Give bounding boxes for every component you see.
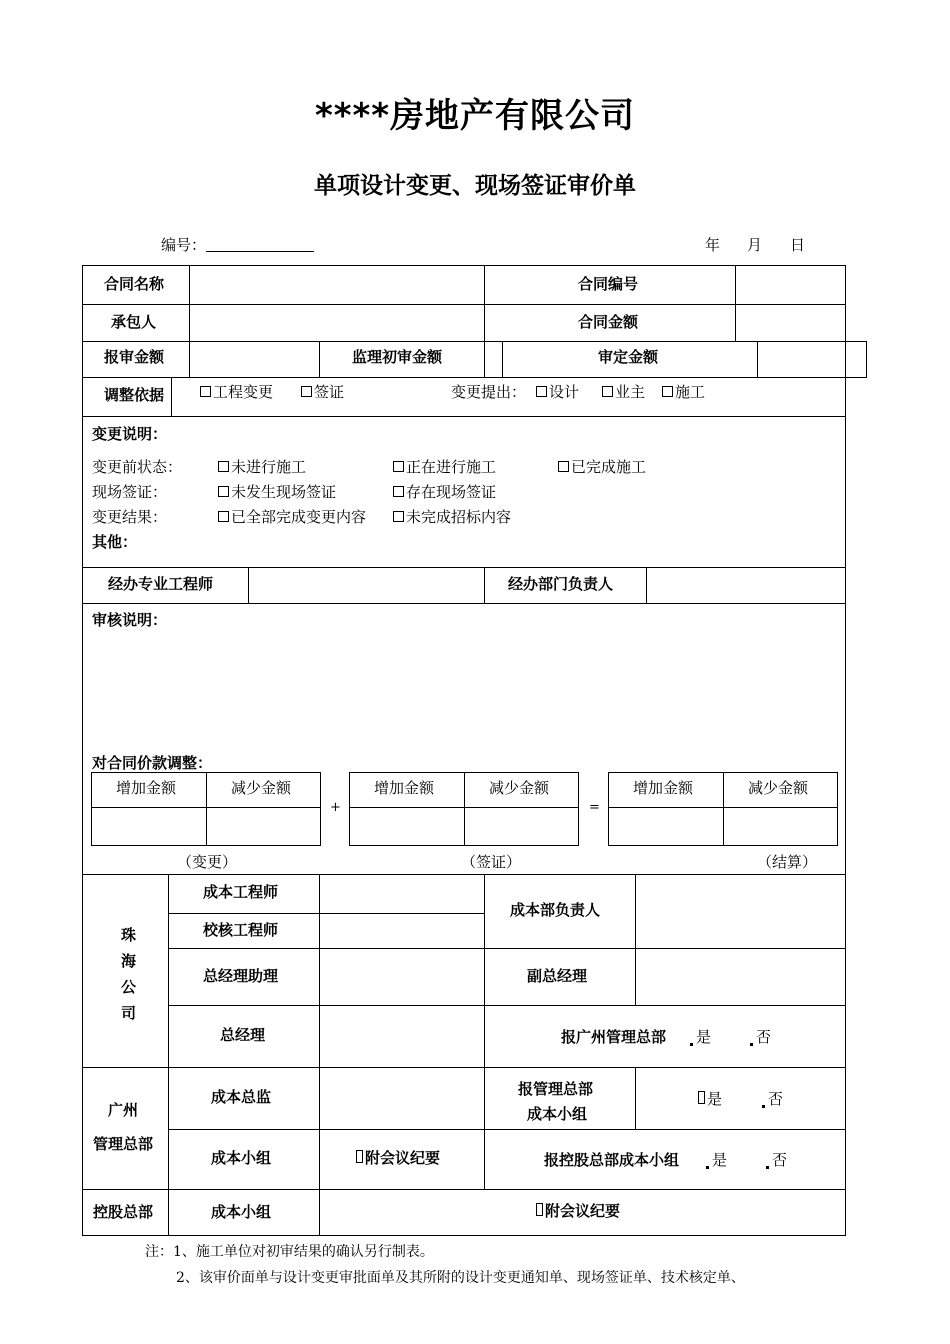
- option-label: 未完成招标内容: [406, 508, 512, 526]
- option-label: 是: [696, 1028, 712, 1046]
- row-divider: [82, 416, 846, 417]
- before-state-label: 变更前状态：: [92, 458, 183, 476]
- bullet-icon: [750, 1043, 753, 1046]
- bullet-icon: [766, 1166, 769, 1169]
- col-divider: [189, 341, 190, 377]
- col-divider: [484, 265, 485, 341]
- option-label: 是: [707, 1090, 723, 1108]
- report-gz-label: 报广州管理总部: [561, 1028, 667, 1046]
- col-divider: [206, 772, 207, 846]
- col-divider: [484, 341, 485, 377]
- report-gz-no[interactable]: [750, 1026, 771, 1047]
- row-divider: [168, 948, 846, 949]
- col-divider: [635, 874, 636, 1005]
- visa-caption: （签证）: [461, 853, 522, 871]
- decrease-label: 减少金额: [748, 779, 809, 797]
- option-label: 设计: [549, 383, 580, 401]
- checkbox-icon: [218, 461, 229, 472]
- site-visa-label: 现场签证：: [92, 483, 168, 501]
- bullet-icon: [706, 1166, 709, 1169]
- checkbox-no-site-visa[interactable]: [218, 481, 336, 502]
- row-divider: [82, 874, 846, 875]
- supervisor-amount-label: 监理初审金额: [352, 348, 443, 366]
- note-1: 注：1、施工单位对初审结果的确认另行制表。: [145, 1244, 434, 1260]
- cost-director-label: 成本总监: [211, 1088, 272, 1106]
- checkbox-icon: [536, 386, 547, 397]
- col-divider: [646, 567, 647, 603]
- checkbox-bid-incomplete[interactable]: [393, 506, 511, 527]
- cost-group-label: 成本小组: [211, 1149, 272, 1167]
- contract-name-label: 合同名称: [104, 275, 165, 293]
- checkbox-all-complete[interactable]: [218, 506, 366, 527]
- col-divider: [319, 874, 320, 1236]
- col-divider: [248, 567, 249, 603]
- number-label: 编号：: [161, 236, 207, 254]
- zhuhai-char: 司: [121, 1004, 137, 1022]
- holding-cost-group-label: 成本小组: [211, 1203, 272, 1221]
- option-label: 业主: [615, 383, 646, 401]
- col-divider: [735, 265, 736, 341]
- checkbox-icon: [393, 511, 404, 522]
- option-label: 是: [712, 1151, 728, 1169]
- change-desc-title: 变更说明：: [92, 425, 168, 443]
- checkbox-icon: [356, 1150, 363, 1163]
- holding-hq-label: 控股总部: [93, 1203, 154, 1221]
- option-label: 签证: [314, 383, 345, 401]
- zhuhai-char: 公: [121, 978, 137, 996]
- zhuhai-char: 海: [121, 952, 137, 970]
- checkbox-icon: [218, 486, 229, 497]
- option-label: 工程变更: [213, 383, 274, 401]
- row-divider: [168, 1005, 846, 1006]
- checkbox-has-site-visa[interactable]: [393, 481, 496, 502]
- contractor-label: 承包人: [111, 313, 157, 331]
- col-divider: [502, 341, 503, 377]
- zhuhai-char: 珠: [121, 926, 137, 944]
- checkbox-visa[interactable]: [301, 381, 344, 402]
- report-amount-label: 报审金额: [104, 348, 165, 366]
- col-divider: [635, 1067, 636, 1129]
- report-hq-no[interactable]: [762, 1088, 783, 1109]
- option-label: 附会议纪要: [545, 1202, 621, 1220]
- col-divider: [757, 341, 758, 377]
- check-engineer-label: 校核工程师: [203, 921, 279, 939]
- checkbox-icon: [698, 1091, 705, 1104]
- proposer-label: 变更提出：: [451, 383, 527, 401]
- col-divider: [319, 341, 320, 377]
- change-caption: （变更）: [177, 853, 238, 871]
- checkbox-construction[interactable]: [662, 381, 705, 402]
- row-divider: [168, 1129, 846, 1130]
- col-divider: [189, 265, 190, 341]
- col-divider: [723, 772, 724, 846]
- guangzhou-hq-label: 管理总部: [93, 1135, 154, 1153]
- day-label: 日: [790, 236, 806, 254]
- company-name: ****房地产有限公司: [314, 96, 636, 136]
- checkbox-icon: [301, 386, 312, 397]
- checkbox-icon: [662, 386, 673, 397]
- increase-label: 增加金额: [633, 779, 694, 797]
- option-label: 未发生现场签证: [231, 483, 337, 501]
- report-gz-yes[interactable]: [690, 1026, 711, 1047]
- gm-assistant-label: 总经理助理: [203, 967, 279, 985]
- option-label: 正在进行施工: [406, 458, 497, 476]
- row-divider: [82, 377, 867, 378]
- attach-minutes-checkbox[interactable]: [356, 1147, 440, 1168]
- option-label: 已全部完成变更内容: [231, 508, 367, 526]
- plus-sign: +: [330, 800, 341, 815]
- checkbox-icon: [602, 386, 613, 397]
- checkbox-completed[interactable]: [558, 456, 646, 477]
- deputy-gm-label: 副总经理: [527, 967, 588, 985]
- option-label: 否: [756, 1028, 772, 1046]
- option-label: 施工: [675, 383, 706, 401]
- option-label: 附会议纪要: [365, 1149, 441, 1167]
- number-blank-line: [206, 236, 314, 252]
- option-label: 已完成施工: [571, 458, 647, 476]
- review-desc-title: 审核说明：: [92, 611, 168, 629]
- col-divider: [484, 567, 485, 603]
- checkbox-icon: [393, 486, 404, 497]
- decrease-label: 减少金额: [489, 779, 550, 797]
- month-label: 月: [747, 236, 763, 254]
- col-divider: [171, 377, 172, 416]
- note-2: 2、该审价面单与设计变更审批面单及其所附的设计变更通知单、现场签证单、技术核定单、: [176, 1270, 745, 1286]
- price-adjust-title: 对合同价款调整：: [92, 754, 213, 772]
- form-table: [82, 265, 846, 1236]
- report-holding-no[interactable]: [766, 1149, 787, 1170]
- row-divider: [82, 603, 846, 604]
- holding-attach-minutes-checkbox[interactable]: [536, 1200, 620, 1221]
- row-divider: [82, 304, 846, 305]
- option-label: 存在现场签证: [406, 483, 497, 501]
- equals-sign: =: [589, 800, 600, 815]
- checkbox-icon: [218, 511, 229, 522]
- bullet-icon: [762, 1105, 765, 1108]
- year-label: 年: [705, 236, 721, 254]
- cost-dept-head-label: 成本部负责人: [510, 901, 601, 919]
- contract-amount-label: 合同金额: [578, 313, 639, 331]
- settlement-caption: （结算）: [757, 853, 818, 871]
- row-divider: [168, 913, 484, 914]
- handling-engineer-label: 经办专业工程师: [108, 575, 214, 593]
- checkbox-engineering-change[interactable]: [200, 381, 273, 402]
- contract-number-label: 合同编号: [578, 275, 639, 293]
- change-result-label: 变更结果：: [92, 508, 168, 526]
- guangzhou-label: 广州: [108, 1101, 139, 1119]
- option-label: 否: [772, 1151, 788, 1169]
- checkbox-icon: [558, 461, 569, 472]
- checkbox-icon: [536, 1203, 543, 1216]
- option-label: 否: [768, 1090, 784, 1108]
- report-hq-label-1: 报管理总部: [518, 1080, 594, 1098]
- checkbox-design[interactable]: [536, 381, 579, 402]
- col-divider: [484, 874, 485, 1190]
- report-hq-label-2: 成本小组: [527, 1105, 588, 1123]
- col-divider: [464, 772, 465, 846]
- col-divider: [168, 874, 169, 1236]
- row-divider: [82, 567, 846, 568]
- checkbox-icon: [200, 386, 211, 397]
- approved-amount-label: 审定金额: [598, 348, 659, 366]
- checkbox-in-progress[interactable]: [393, 456, 496, 477]
- row-divider: [82, 1067, 846, 1068]
- report-hq-yes[interactable]: [698, 1088, 722, 1109]
- row-divider: [82, 1189, 846, 1190]
- other-label: 其他：: [92, 533, 138, 551]
- adjust-basis-label: 调整依据: [104, 386, 165, 404]
- cost-engineer-label: 成本工程师: [203, 883, 279, 901]
- report-holding-yes[interactable]: [706, 1149, 727, 1170]
- increase-label: 增加金额: [116, 779, 177, 797]
- number-field: [161, 234, 314, 255]
- checkbox-not-started[interactable]: [218, 456, 306, 477]
- gm-label: 总经理: [220, 1026, 266, 1044]
- decrease-label: 减少金额: [231, 779, 292, 797]
- row-divider: [846, 341, 867, 342]
- option-label: 未进行施工: [231, 458, 307, 476]
- checkbox-icon: [393, 461, 404, 472]
- increase-label: 增加金额: [374, 779, 435, 797]
- document-title: 单项设计变更、现场签证审价单: [314, 173, 636, 199]
- checkbox-owner[interactable]: [602, 381, 645, 402]
- col-divider: [866, 341, 867, 377]
- bullet-icon: [690, 1043, 693, 1046]
- report-holding-label: 报控股总部成本小组: [544, 1151, 680, 1169]
- row-divider: [82, 341, 846, 342]
- handling-dept-head-label: 经办部门负责人: [508, 575, 614, 593]
